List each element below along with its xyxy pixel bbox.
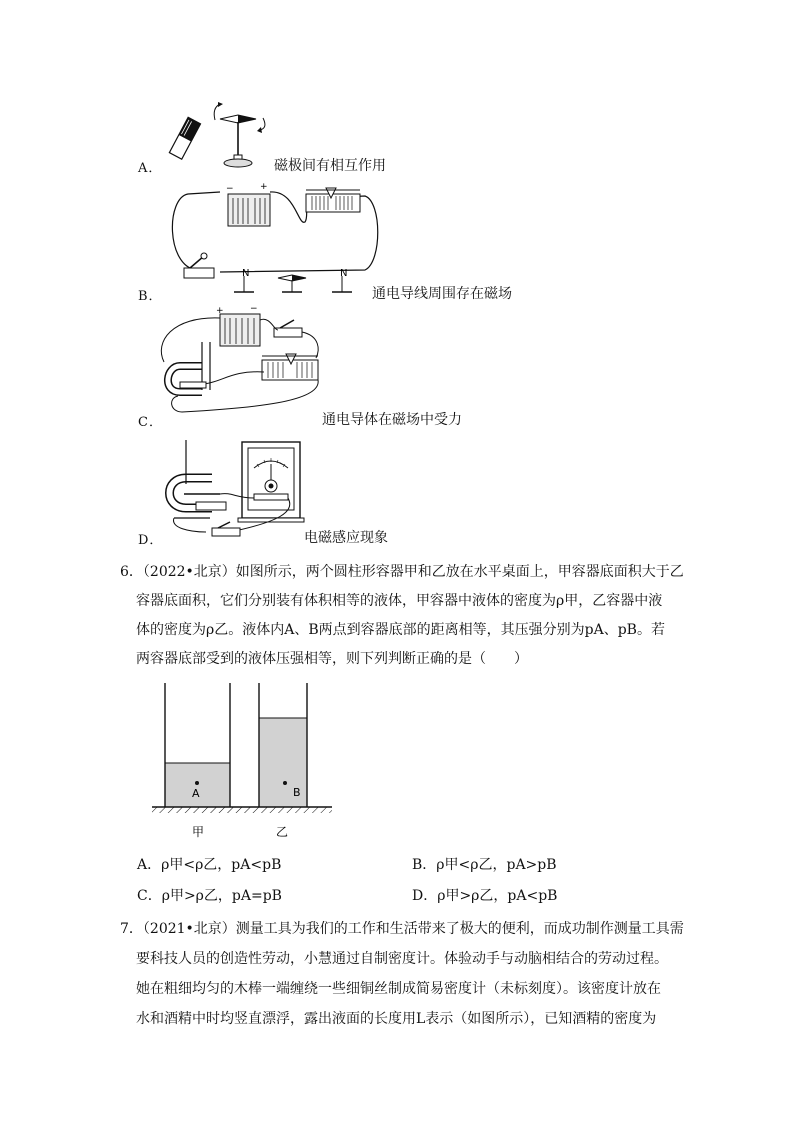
figure-option-c — [152, 302, 332, 422]
figure-option-d — [160, 436, 310, 540]
q6-choice-b[interactable]: B．ρ甲<ρ乙，pA>pB — [412, 857, 557, 873]
point-a-label: A — [192, 787, 200, 800]
q6-choice-a[interactable]: A．ρ甲<ρ乙，pA<pB — [137, 857, 282, 873]
option-b-caption: 通电导线周围存在磁场 — [372, 286, 512, 302]
figure-option-b — [160, 180, 380, 298]
option-c-caption: 通电导体在磁场中受力 — [322, 412, 462, 428]
option-b-letter: B． — [138, 289, 163, 304]
point-b-label: B — [293, 786, 301, 799]
label-n-left: N — [242, 268, 250, 279]
question-6-line-1: 6．（2022•北京）如图所示，两个圆柱形容器甲和乙放在水平桌面上，甲容器底面积大于乙 — [120, 564, 684, 580]
question-6-line-2: 容器底面积，它们分别装有体积相等的液体，甲容器中液体的密度为ρ甲，乙容器中液 — [136, 593, 663, 609]
question-7-line-2: 要科技人员的创造性劳动，小慧通过自制密度计。体验动手与动脑相结合的劳动过程。 — [136, 951, 668, 967]
container-yi-label: 乙 — [276, 825, 289, 839]
option-d-letter: D． — [138, 533, 164, 548]
container-jia-label: 甲 — [192, 825, 205, 839]
figure-option-a — [160, 100, 290, 172]
label-n-right: N — [340, 268, 348, 279]
q6-choice-d[interactable]: D．ρ甲>ρ乙，pA<pB — [412, 888, 558, 904]
battery-minus-c: − — [250, 304, 258, 314]
question-6-line-3: 体的密度为ρ乙。液体内A、B两点到容器底部的距离相等，其压强分别为pA、pB。若 — [136, 622, 665, 638]
question-7-line-1: 7．（2021•北京）测量工具为我们的工作和生活带来了极大的便利，而成功制作测量工具需 — [120, 921, 684, 937]
option-c-letter: C． — [138, 415, 163, 430]
battery-minus-b: − — [226, 184, 234, 194]
point-a-dot — [195, 781, 199, 785]
option-a-letter: A． — [138, 161, 163, 176]
question-7-line-3: 她在粗细均匀的木棒一端缠绕一些细铜丝制成简易密度计（未标刻度）。该密度计放在 — [136, 981, 661, 997]
battery-plus-b: + — [260, 182, 268, 192]
q6-choice-c[interactable]: C．ρ甲>ρ乙，pA=pB — [137, 888, 282, 904]
figure-containers — [148, 680, 338, 840]
battery-plus-c: + — [216, 306, 224, 316]
option-a-caption: 磁极间有相互作用 — [274, 158, 386, 174]
option-d-caption: 电磁感应现象 — [304, 530, 388, 546]
question-6-line-4: 两容器底部受到的液体压强相等，则下列判断正确的是（ ） — [136, 651, 528, 667]
point-b-dot — [283, 781, 287, 785]
question-7-line-4: 水和酒精中时均竖直漂浮，露出液面的长度用L表示（如图所示），已知酒精的密度为 — [136, 1011, 657, 1027]
liquid-jia — [165, 763, 230, 807]
